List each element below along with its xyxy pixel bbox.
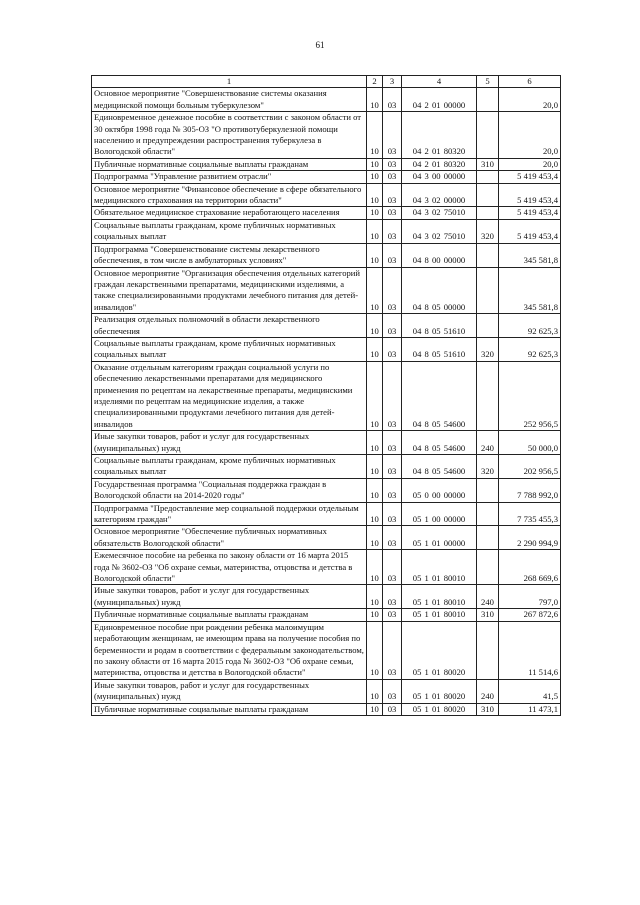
- row-col3-cell: 03: [383, 609, 402, 621]
- row-amount-cell: 11 514,6: [499, 621, 561, 679]
- row-name-cell: Единовременное денежное пособие в соответствии с законом области от 30 октября 1998 года № 305-ОЗ "О противотуберкулезной помощи населению и предупреждении распространения туберкулеза в Вологодской области": [92, 112, 367, 159]
- row-col3-cell: 03: [383, 361, 402, 430]
- row-name-cell: Подпрограмма "Управление развитием отрасли": [92, 171, 367, 183]
- row-col2-cell: 10: [367, 550, 383, 585]
- table-row: [92, 679, 561, 703]
- row-name-cell: Социальные выплаты гражданам, кроме публичных нормативных социальных выплат: [92, 455, 367, 479]
- row-amount-cell: 202 956,5: [499, 455, 561, 479]
- row-code-cell: 04 3 00 00000: [402, 171, 477, 183]
- row-code-cell: 04 3 02 75010: [402, 207, 477, 219]
- row-col2-cell: 10: [367, 361, 383, 430]
- row-col3-cell: 03: [383, 158, 402, 170]
- row-amount-cell: 7 735 455,3: [499, 502, 561, 526]
- row-col3-cell: 03: [383, 207, 402, 219]
- row-col3-cell: 03: [383, 621, 402, 679]
- table-row: [92, 243, 561, 267]
- row-col5-cell: 320: [477, 337, 499, 361]
- row-col5-cell: [477, 314, 499, 338]
- row-code-cell: 05 0 00 00000: [402, 478, 477, 502]
- row-code-cell: 05 1 01 00000: [402, 526, 477, 550]
- row-col5-cell: [477, 621, 499, 679]
- table-row: [92, 550, 561, 585]
- row-code-cell: 05 1 01 80020: [402, 679, 477, 703]
- row-name-cell: Основное мероприятие "Организация обеспечения отдельных категорий граждан лекарственными препаратами, медицинскими изделиями, а также специализированными продуктами лечебного питания для детей-инвалидов": [92, 267, 367, 314]
- row-col3-cell: 03: [383, 478, 402, 502]
- row-code-cell: 04 2 01 80320: [402, 158, 477, 170]
- row-code-cell: 04 3 02 00000: [402, 183, 477, 207]
- row-col2-cell: 10: [367, 679, 383, 703]
- row-col3-cell: 03: [383, 703, 402, 715]
- row-col2-cell: 10: [367, 183, 383, 207]
- row-amount-cell: 5 419 453,4: [499, 219, 561, 243]
- row-name-cell: Единовременное пособие при рождении ребенка малоимущим неработающим женщинам, не имеющим права на получение пособия по беременности и родам в соответствии с федеральным законодательством, по закону области от 16 марта 2015 года № 3602-ОЗ "Об охране семьи, материнства, отцовства и детства в Вологодской области": [92, 621, 367, 679]
- row-col5-cell: [477, 112, 499, 159]
- row-amount-cell: 20,0: [499, 158, 561, 170]
- row-col5-cell: 240: [477, 679, 499, 703]
- row-col5-cell: [477, 361, 499, 430]
- row-name-cell: Подпрограмма "Предоставление мер социальной поддержки отдельным категориям граждан": [92, 502, 367, 526]
- row-col2-cell: 10: [367, 431, 383, 455]
- row-name-cell: Государственная программа "Социальная поддержка граждан в Вологодской области на 2014-2020 годы": [92, 478, 367, 502]
- row-col2-cell: 10: [367, 609, 383, 621]
- row-amount-cell: 20,0: [499, 88, 561, 112]
- row-amount-cell: 41,5: [499, 679, 561, 703]
- row-code-cell: 05 1 01 80010: [402, 585, 477, 609]
- row-code-cell: 05 1 01 80020: [402, 703, 477, 715]
- row-col2-cell: 10: [367, 337, 383, 361]
- row-col3-cell: 03: [383, 267, 402, 314]
- table-row: [92, 171, 561, 183]
- row-name-cell: Обязательное медицинское страхование неработающего населения: [92, 207, 367, 219]
- row-col5-cell: 310: [477, 609, 499, 621]
- row-code-cell: 04 8 00 00000: [402, 243, 477, 267]
- col-header-1: 1: [92, 76, 367, 88]
- row-col2-cell: 10: [367, 267, 383, 314]
- row-code-cell: 04 8 05 54600: [402, 431, 477, 455]
- col-header-2: 2: [367, 76, 383, 88]
- row-col3-cell: 03: [383, 337, 402, 361]
- table-row: [92, 88, 561, 112]
- row-col3-cell: 03: [383, 550, 402, 585]
- row-col2-cell: 10: [367, 314, 383, 338]
- row-code-cell: 04 8 05 51610: [402, 337, 477, 361]
- table-row: [92, 219, 561, 243]
- row-col2-cell: 10: [367, 207, 383, 219]
- table-row: [92, 361, 561, 430]
- table-row: [92, 455, 561, 479]
- col-header-6: 6: [499, 76, 561, 88]
- table-row: [92, 478, 561, 502]
- row-col3-cell: 03: [383, 112, 402, 159]
- table-row: [92, 158, 561, 170]
- table-body: [92, 88, 561, 716]
- row-code-cell: 05 1 01 80010: [402, 550, 477, 585]
- row-code-cell: 05 1 00 00000: [402, 502, 477, 526]
- row-amount-cell: 20,0: [499, 112, 561, 159]
- row-amount-cell: 5 419 453,4: [499, 171, 561, 183]
- row-name-cell: Оказание отдельным категориям граждан социальной услуги по обеспечению лекарственными препаратами для медицинского применения по рецептам на лекарственные препараты, медицинскими изделиями по рецептам на медицинские изделия, а также специализированными продуктами лечебного питания для детей-инвалидов: [92, 361, 367, 430]
- table-row: [92, 609, 561, 621]
- row-amount-cell: 268 669,6: [499, 550, 561, 585]
- row-amount-cell: 50 000,0: [499, 431, 561, 455]
- row-amount-cell: 252 956,5: [499, 361, 561, 430]
- row-col5-cell: [477, 267, 499, 314]
- row-col2-cell: 10: [367, 158, 383, 170]
- row-code-cell: 04 8 05 54600: [402, 361, 477, 430]
- row-amount-cell: 11 473,1: [499, 703, 561, 715]
- table-row: [92, 337, 561, 361]
- row-col3-cell: 03: [383, 314, 402, 338]
- page-number: 61: [315, 40, 325, 50]
- row-name-cell: Ежемесячное пособие на ребенка по закону области от 16 марта 2015 года № 3602-ОЗ "Об охране семьи, материнства, отцовства и детства в Вологодской области": [92, 550, 367, 585]
- table-row: [92, 703, 561, 715]
- row-name-cell: Реализация отдельных полномочий в области лекарственного обеспечения: [92, 314, 367, 338]
- col-header-3: 3: [383, 76, 402, 88]
- table-row: [92, 502, 561, 526]
- row-name-cell: Социальные выплаты гражданам, кроме публичных нормативных социальных выплат: [92, 337, 367, 361]
- row-col2-cell: 10: [367, 478, 383, 502]
- row-name-cell: Публичные нормативные социальные выплаты гражданам: [92, 703, 367, 715]
- row-name-cell: Иные закупки товаров, работ и услуг для государственных (муниципальных) нужд: [92, 679, 367, 703]
- budget-table: [91, 75, 561, 716]
- row-col5-cell: [477, 207, 499, 219]
- row-col2-cell: 10: [367, 171, 383, 183]
- row-col2-cell: 10: [367, 526, 383, 550]
- row-amount-cell: 92 625,3: [499, 314, 561, 338]
- row-code-cell: 04 3 02 75010: [402, 219, 477, 243]
- row-col3-cell: 03: [383, 183, 402, 207]
- row-amount-cell: 2 290 994,9: [499, 526, 561, 550]
- row-amount-cell: 5 419 453,4: [499, 183, 561, 207]
- row-amount-cell: 92 625,3: [499, 337, 561, 361]
- row-amount-cell: 7 788 992,0: [499, 478, 561, 502]
- row-col5-cell: 310: [477, 158, 499, 170]
- row-col2-cell: 10: [367, 502, 383, 526]
- row-name-cell: Подпрограмма "Совершенствование системы лекарственного обеспечения, в том числе в амбулаторных условиях": [92, 243, 367, 267]
- row-col5-cell: [477, 550, 499, 585]
- table-row: [92, 526, 561, 550]
- row-col2-cell: 10: [367, 455, 383, 479]
- row-name-cell: Социальные выплаты гражданам, кроме публичных нормативных социальных выплат: [92, 219, 367, 243]
- row-col3-cell: 03: [383, 455, 402, 479]
- row-col5-cell: 320: [477, 219, 499, 243]
- row-name-cell: Основное мероприятие "Совершенствование системы оказания медицинской помощи больным туберкулезом": [92, 88, 367, 112]
- table-row: [92, 585, 561, 609]
- row-col3-cell: 03: [383, 88, 402, 112]
- row-col5-cell: 320: [477, 455, 499, 479]
- row-col3-cell: 03: [383, 502, 402, 526]
- row-code-cell: 05 1 01 80010: [402, 609, 477, 621]
- row-amount-cell: 345 581,8: [499, 267, 561, 314]
- row-col5-cell: [477, 183, 499, 207]
- row-name-cell: Основное мероприятие "Обеспечение публичных нормативных обязательств Вологодской области": [92, 526, 367, 550]
- col-header-4: 4: [402, 76, 477, 88]
- row-col3-cell: 03: [383, 243, 402, 267]
- row-name-cell: Публичные нормативные социальные выплаты гражданам: [92, 158, 367, 170]
- row-col5-cell: [477, 88, 499, 112]
- row-col3-cell: 03: [383, 431, 402, 455]
- row-col2-cell: 10: [367, 703, 383, 715]
- row-col3-cell: 03: [383, 679, 402, 703]
- table-row: [92, 183, 561, 207]
- row-code-cell: 05 1 01 80020: [402, 621, 477, 679]
- row-col5-cell: [477, 478, 499, 502]
- row-col2-cell: 10: [367, 621, 383, 679]
- row-col2-cell: 10: [367, 219, 383, 243]
- row-code-cell: 04 8 05 54600: [402, 455, 477, 479]
- row-code-cell: 04 2 01 00000: [402, 88, 477, 112]
- row-col5-cell: 310: [477, 703, 499, 715]
- row-col3-cell: 03: [383, 171, 402, 183]
- row-col2-cell: 10: [367, 112, 383, 159]
- col-header-5: 5: [477, 76, 499, 88]
- table-row: [92, 207, 561, 219]
- row-col5-cell: [477, 502, 499, 526]
- row-name-cell: Иные закупки товаров, работ и услуг для государственных (муниципальных) нужд: [92, 585, 367, 609]
- row-code-cell: 04 8 05 51610: [402, 314, 477, 338]
- row-name-cell: Основное мероприятие "Финансовое обеспечение в сфере обязательного медицинского страхования на территории области": [92, 183, 367, 207]
- table-row: [92, 112, 561, 159]
- row-amount-cell: 797,0: [499, 585, 561, 609]
- row-code-cell: 04 2 01 80320: [402, 112, 477, 159]
- row-name-cell: Публичные нормативные социальные выплаты гражданам: [92, 609, 367, 621]
- row-col5-cell: [477, 171, 499, 183]
- row-col3-cell: 03: [383, 219, 402, 243]
- table-row: [92, 621, 561, 679]
- row-amount-cell: 345 581,8: [499, 243, 561, 267]
- table-row: [92, 267, 561, 314]
- table-header-row: [92, 76, 561, 88]
- row-col2-cell: 10: [367, 585, 383, 609]
- row-name-cell: Иные закупки товаров, работ и услуг для государственных (муниципальных) нужд: [92, 431, 367, 455]
- row-col5-cell: [477, 243, 499, 267]
- row-col5-cell: 240: [477, 431, 499, 455]
- table-row: [92, 431, 561, 455]
- row-amount-cell: 5 419 453,4: [499, 207, 561, 219]
- row-col5-cell: [477, 526, 499, 550]
- row-amount-cell: 267 872,6: [499, 609, 561, 621]
- row-col5-cell: 240: [477, 585, 499, 609]
- row-col2-cell: 10: [367, 243, 383, 267]
- table-row: [92, 314, 561, 338]
- row-code-cell: 04 8 05 00000: [402, 267, 477, 314]
- row-col3-cell: 03: [383, 585, 402, 609]
- row-col3-cell: 03: [383, 526, 402, 550]
- row-col2-cell: 10: [367, 88, 383, 112]
